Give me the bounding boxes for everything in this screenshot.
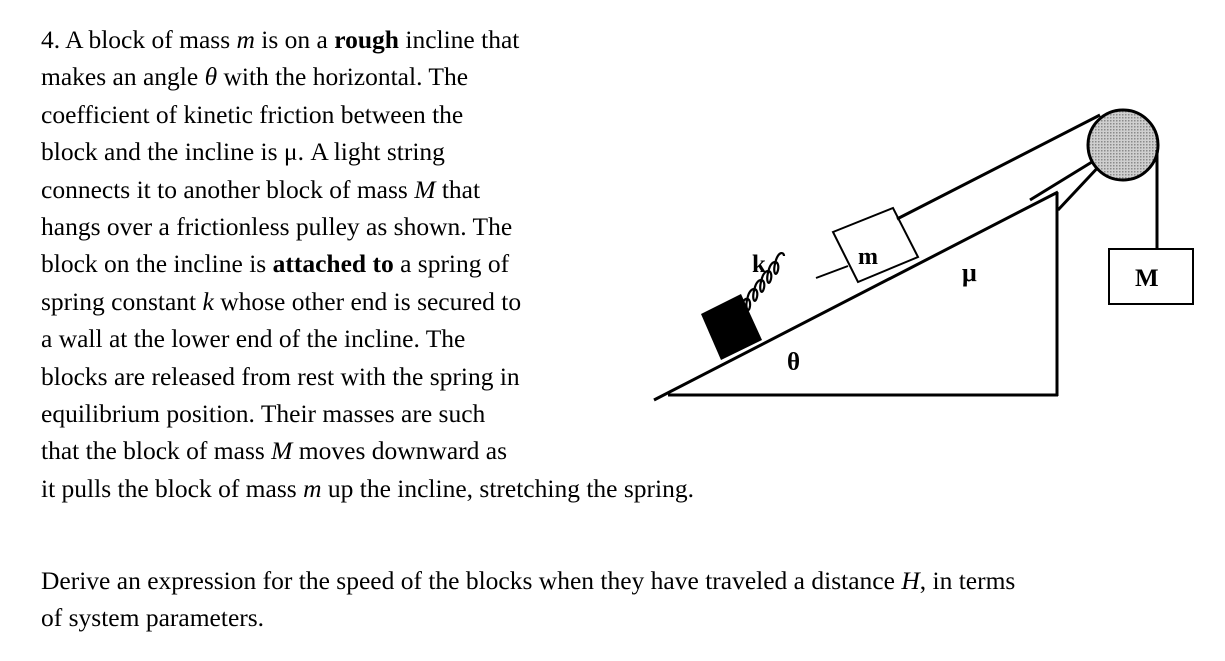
problem-lines-line-13-segment: up the incline, stretching the spring. [321,473,694,503]
problem-lines-line-9-segment: a wall at the lower end of the incline. The [41,324,466,354]
problem-lines-line-6-segment: hangs over a frictionless pulley as shown. The [41,212,513,241]
problem-lines-line-7-segment: attached to [272,249,394,279]
label-k: k [752,251,766,278]
problem-lines-line-8-segment: k [202,286,214,316]
question-lines-line-1-segment: H [901,566,920,595]
problem-lines-line-5-segment: connects it to another block of mass [41,174,415,204]
problem-lines-line-1-segment: incline that [398,25,520,54]
question-lines-line-1-segment: , in terms [919,566,1016,595]
problem-lines-line-4-segment: block and the incline is μ. A light string [41,137,445,167]
label-theta: θ [787,349,801,376]
problem-lines-line-7-segment: block on the incline is [41,249,273,279]
problem-lines-line-13-segment: m [303,473,322,503]
problem-lines-line-1-segment: rough [334,25,399,54]
problem-lines-line-12-segment: that the block of mass [41,436,272,466]
label-m: m [858,244,878,270]
problem-lines-line-1-segment: m [236,25,255,54]
pulley [1088,110,1158,180]
problem-lines-line-1-segment: 4. A block of mass [41,25,237,54]
label-mu: μ [962,258,977,287]
problem-lines-line-3-segment: coefficient of kinetic friction between the [41,99,464,129]
problem-lines-line-2-segment: with the horizontal. The [217,62,469,92]
problem-lines-line-13-segment: it pulls the block of mass [41,473,304,503]
problem-lines-line-5-segment: M [414,174,436,204]
string-incline [897,115,1100,219]
problem-lines-line-8-segment: spring constant [41,286,203,316]
question-lines-line-1-segment: Derive an expression for the speed of the blocks when they have traveled a distance [41,566,902,595]
problem-lines-line-11-segment: equilibrium position. Their masses are such [41,399,486,428]
problem-lines-line-2-segment: θ [204,62,218,92]
problem-lines-line-8-segment: whose other end is secured to [213,286,522,316]
problem-lines-line-10-segment: blocks are released from rest with the spring in [41,361,520,391]
problem-lines-line-1-segment: is on a [254,25,335,54]
question-lines-line-2-segment: of system parameters. [41,603,265,633]
problem-lines-line-12-segment: M [271,436,293,466]
problem-lines-line-5-segment: that [435,174,481,204]
problem-lines-line-7-segment: a spring of [393,249,510,279]
problem-lines-line-12-segment: moves downward as [292,436,508,466]
label-M: M [1135,265,1159,292]
problem-lines-line-2-segment: makes an angle [41,62,205,92]
